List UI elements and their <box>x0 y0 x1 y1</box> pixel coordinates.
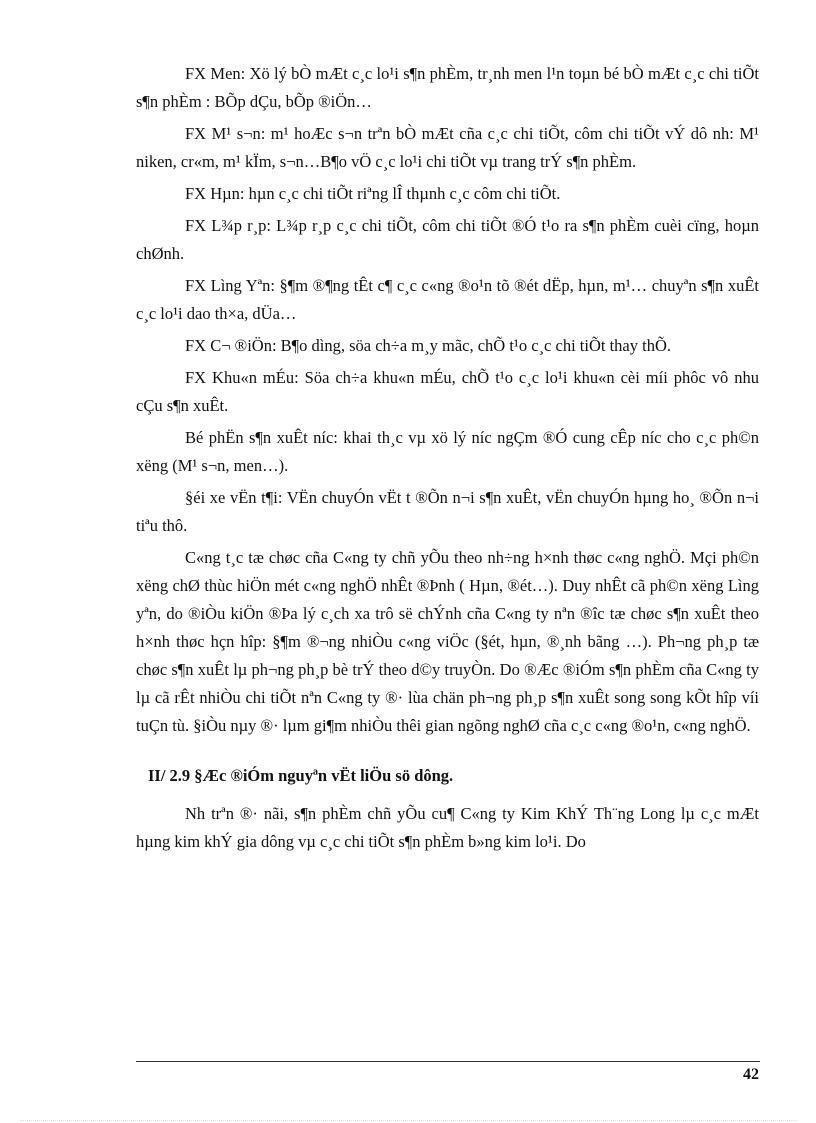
paragraph-fx-lap-rap: FX L¾p r¸p: L¾p r¸p c¸c chi tiÕt, côm chi tiÕt ®Ó t¹o ra s¶n phÈm cuèi cïng, hoµn chØnh. <box>136 216 759 263</box>
page-number: 42 <box>743 1066 759 1083</box>
paragraph-doi-xe: §éi xe vËn t¶i: VËn chuyÓn vËt t ®Õn n¬i s¶n xuÊt, vËn chuyÓn hµng ho¸ ®Õn n¬i tiªu thô. <box>136 488 759 535</box>
paragraph-fx-khuon-mau: FX Khu«n mÉu: Söa ch÷a khu«n mÉu, chÕ t¹o c¸c lo¹i khu«n cèi míi phôc vô nhu cÇu s¶n xuÊt. <box>136 368 759 415</box>
paragraph-closing: Nh trªn ®· nãi, s¶n phÈm chñ yÕu cu¶ C«ng ty Kim KhÝ Th¨ng Long lµ c¸c mÆt hµng kim khÝ gia dông vµ c¸c chi tiÕt s¶n phÈm b»ng kim lo¹i. Do <box>136 804 759 851</box>
paragraph-to-chuc: C«ng t¸c tæ chøc cña C«ng ty chñ yÕu theo nh÷ng h×nh thøc c«ng nghÖ. Mçi ph©n xëng chØ thùc hiÖn mét c«ng nghÖ nhÊt ®Þnh ( Hµn, ®ét…). Duy nhÊt cã ph©n xëng Lìng yªn, do ®iÒu kiÖn ®Þa lý c¸ch xa trô së chÝnh cña C«ng ty nªn ®îc tæ chøc s¶n xuÊt theo h×nh thøc hçn hîp: §¶m ®¬ng nhiÒu c«ng viÖc (§ét, hµn, ®¸nh bãng …). Ph¬ng ph¸p tæ chøc s¶n xuÊt lµ ph¬ng ph¸p bè trÝ theo d©y truyÒn. Do ®Æc ®iÓm s¶n phÈm cña C«ng ty lµ cã rÊt nhiÒu chi tiÕt nªn C«ng ty ®· lùa chän ph¬ng ph¸p s¶n xuÊt song song kÕt hîp víi tuÇn tù. §iÒu nµy ®· lµm gi¶m nhiÒu thêi gian ngõng nghØ cña c¸c c«ng ®o¹n, c«ng nghÖ. <box>136 548 759 735</box>
paragraph-fx-men: FX Men: Xö lý bÒ mÆt c¸c lo¹i s¶n phÈm, tr¸nh men l¹n toµn bé bÒ mÆt c¸c chi tiÕt s¶n phÈm : BÕp dÇu, bÕp ®iÖn… <box>136 64 759 111</box>
page-body <box>136 60 759 860</box>
paragraph-fx-luong-yen: FX Lìng Yªn: §¶m ®¶ng tÊt c¶ c¸c c«ng ®o¹n tõ ®ét dËp, hµn, m¹… chuyªn s¶n xuÊt c¸c lo¹i dao th×a, dÜa… <box>136 276 759 323</box>
paragraph-fx-co-dien: FX C¬ ®iÖn: B¶o dìng, söa ch÷a m¸y mãc, chÕ t¹o c¸c chi tiÕt thay thÕ. <box>185 336 671 355</box>
paragraph-fx-han: FX Hµn: hµn c¸c chi tiÕt riªng lÎ thµnh c¸c côm chi tiÕt. <box>185 184 561 203</box>
page-edge-divider <box>20 1120 796 1121</box>
paragraph-fx-ma-son: FX M¹ s¬n: m¹ hoÆc s¬n trªn bÒ mÆt cña c¸c chi tiÕt, côm chi tiÕt vÝ dô nh: M¹ niken, cr«m, m¹ kÏm, s¬n…B¶o vÖ c¸c lo¹i chi tiÕt vµ trang trÝ s¶n phÈm. <box>136 124 759 171</box>
section-heading: II/ 2.9 §Æc ®iÓm nguyªn vËt liÖu sö dông. <box>148 766 454 785</box>
paragraph-bo-phan-nuoc: Bé phËn s¶n xuÊt níc: khai th¸c vµ xö lý níc ngÇm ®Ó cung cÊp níc cho c¸c ph©n xëng (M¹ s¬n, men…). <box>136 428 759 475</box>
footer-divider <box>136 1061 760 1062</box>
